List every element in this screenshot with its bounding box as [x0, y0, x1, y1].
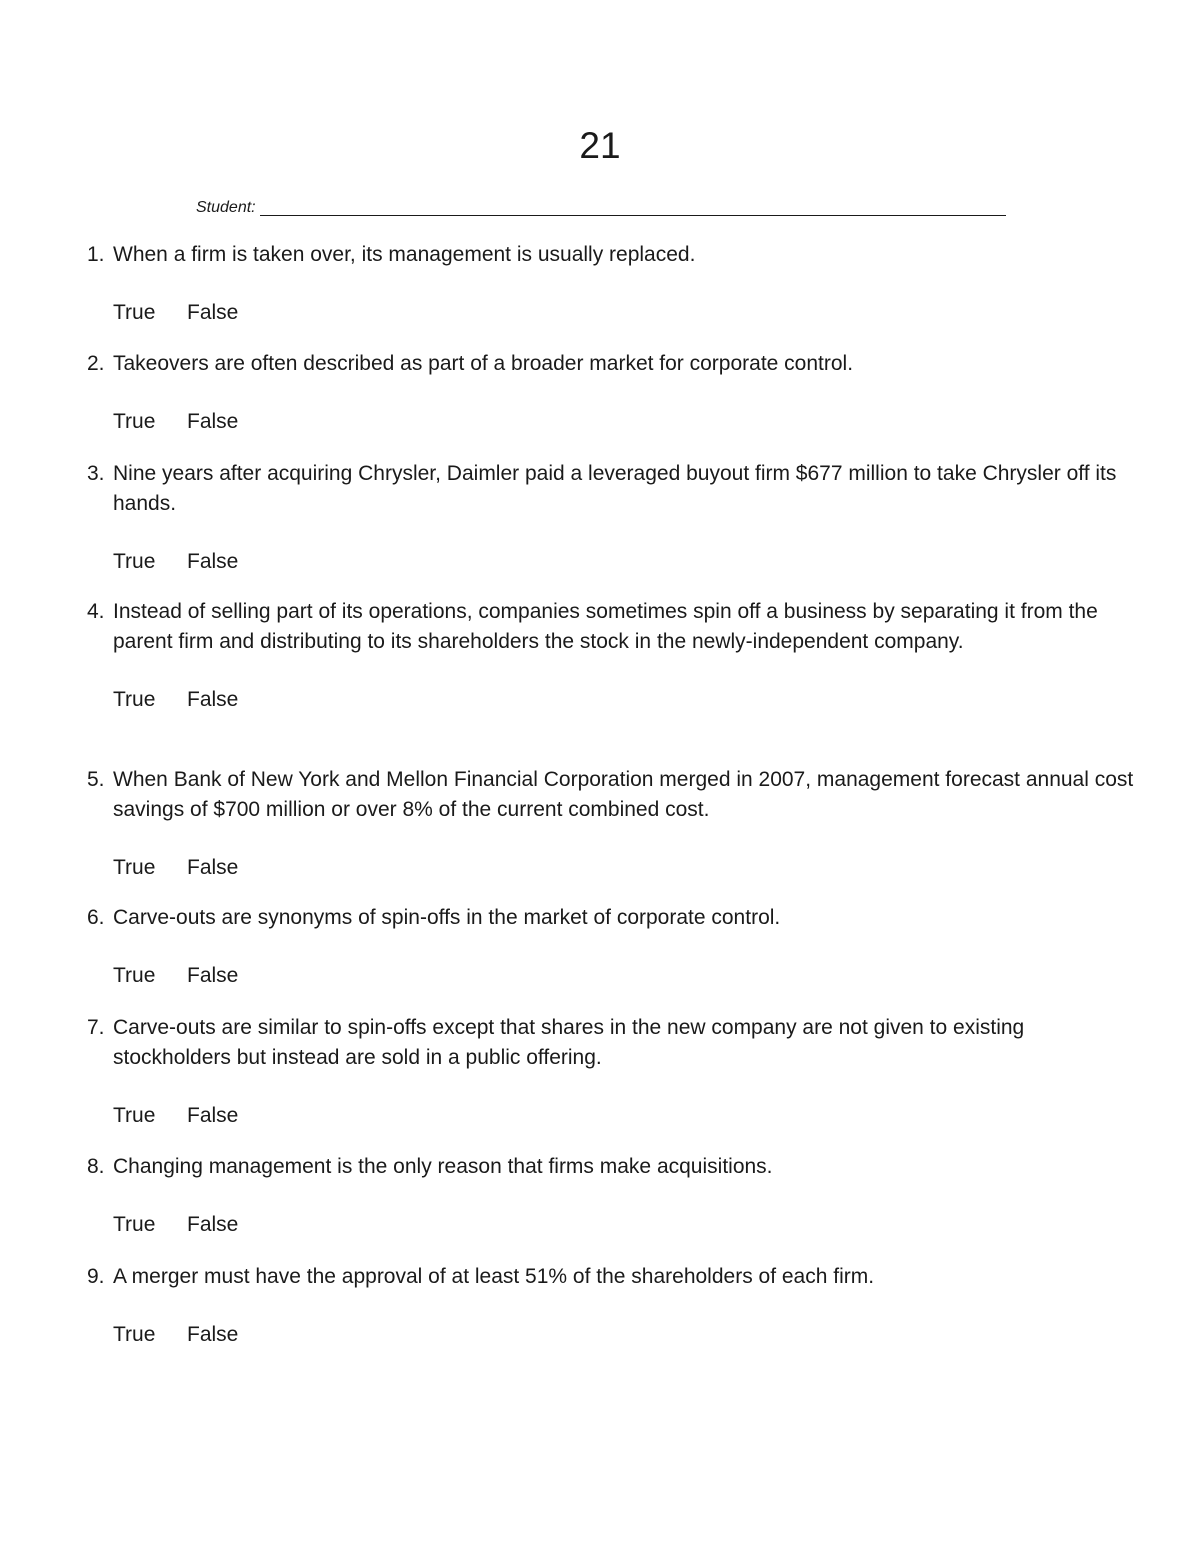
question-number: 1. — [87, 243, 105, 266]
question-text: Instead of selling part of its operations, companies sometimes spin off a business by separating it from the parent firm and distributing to its shareholders the stock in the newly-independent company. — [113, 600, 1098, 653]
option-true: True — [113, 964, 156, 987]
question-3 — [66, 459, 1146, 577]
option-true: True — [113, 550, 156, 573]
student-name-line — [260, 215, 1006, 216]
question-1 — [66, 240, 1146, 328]
option-false: False — [187, 856, 239, 879]
question-6 — [66, 903, 1146, 991]
option-true: True — [113, 1323, 156, 1346]
answer-options — [113, 961, 1146, 991]
answer-options — [113, 298, 1146, 328]
option-false: False — [187, 1104, 239, 1127]
question-number: 3. — [87, 462, 105, 485]
answer-options — [113, 685, 1146, 715]
question-text: When a firm is taken over, its management is usually replaced. — [113, 243, 696, 266]
option-true: True — [113, 856, 156, 879]
question-8 — [66, 1152, 1146, 1240]
question-number: 8. — [87, 1155, 105, 1178]
question-text: A merger must have the approval of at least 51% of the shareholders of each firm. — [113, 1265, 875, 1288]
option-false: False — [187, 688, 239, 711]
question-5 — [66, 765, 1146, 883]
answer-options — [113, 1320, 1146, 1350]
student-name-field — [196, 194, 1006, 218]
question-text: Carve-outs are similar to spin-offs except that shares in the new company are not given to existing stockholders but instead are sold in a public offering. — [113, 1016, 1025, 1069]
question-9 — [66, 1262, 1146, 1350]
question-7 — [66, 1013, 1146, 1131]
option-false: False — [187, 550, 239, 573]
option-true: True — [113, 1213, 156, 1236]
student-label: Student: — [196, 199, 256, 216]
answer-options — [113, 547, 1146, 577]
question-number: 2. — [87, 352, 105, 375]
answer-options — [113, 1210, 1146, 1240]
question-text: Takeovers are often described as part of a broader market for corporate control. — [113, 352, 854, 375]
option-false: False — [187, 410, 239, 433]
question-text: Nine years after acquiring Chrysler, Daimler paid a leveraged buyout firm $677 million to take Chrysler off its hands. — [113, 462, 1117, 515]
option-false: False — [187, 1213, 239, 1236]
option-false: False — [187, 964, 239, 987]
question-number: 4. — [87, 600, 105, 623]
option-true: True — [113, 301, 156, 324]
option-false: False — [187, 301, 239, 324]
option-false: False — [187, 1323, 239, 1346]
question-number: 6. — [87, 906, 105, 929]
question-number: 9. — [87, 1265, 105, 1288]
answer-options — [113, 407, 1146, 437]
question-text: When Bank of New York and Mellon Financial Corporation merged in 2007, management forecast annual cost savings of $700 million or over 8% of the current combined cost. — [113, 768, 1134, 821]
question-2 — [66, 349, 1146, 437]
answer-options — [113, 853, 1146, 883]
question-number: 7. — [87, 1016, 105, 1039]
question-text: Changing management is the only reason that firms make acquisitions. — [113, 1155, 773, 1178]
question-4 — [66, 597, 1146, 715]
answer-options — [113, 1101, 1146, 1131]
question-text: Carve-outs are synonyms of spin-offs in the market of corporate control. — [113, 906, 781, 929]
option-true: True — [113, 688, 156, 711]
page-title: 21 — [579, 125, 621, 166]
option-true: True — [113, 1104, 156, 1127]
option-true: True — [113, 410, 156, 433]
question-number: 5. — [87, 768, 105, 791]
